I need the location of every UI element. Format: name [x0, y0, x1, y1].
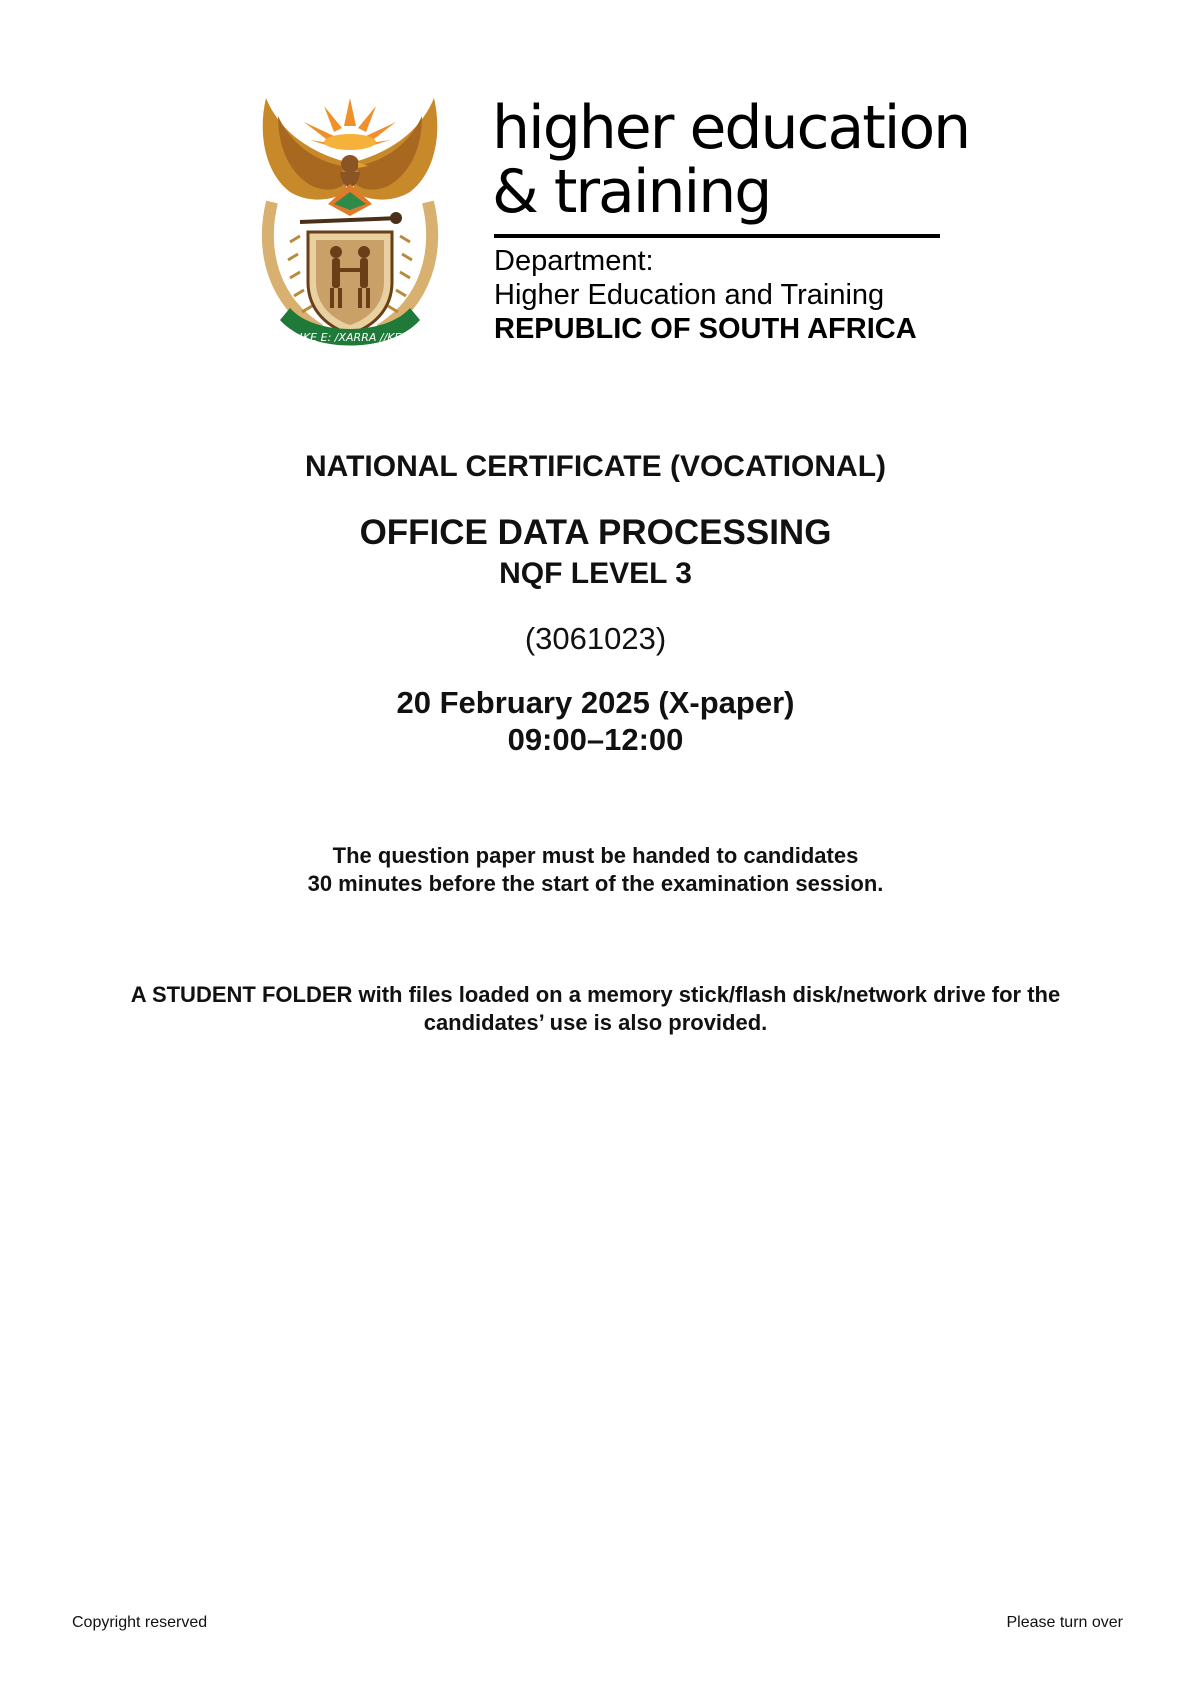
brand-title-line2: & training: [492, 157, 771, 227]
svg-text:!KE E: /XARRA //KE: !KE E: /XARRA //KE: [298, 331, 402, 344]
turn-over-notice: Please turn over: [1006, 1614, 1123, 1631]
country-name: REPUBLIC OF SOUTH AFRICA: [494, 313, 917, 345]
exam-time: 09:00–12:00: [507, 722, 684, 757]
certificate-title: NATIONAL CERTIFICATE (VOCATIONAL): [304, 450, 887, 483]
handing-instruction-line1: The question paper must be handed to candidates: [332, 843, 859, 868]
department-block: [494, 244, 917, 346]
copyright-notice: Copyright reserved: [72, 1614, 208, 1631]
nqf-level: NQF LEVEL 3: [499, 557, 692, 590]
brand-divider: [494, 234, 940, 238]
brand-title-line1: higher education: [492, 93, 970, 163]
student-folder-line2: candidates’ use is also provided.: [423, 1010, 768, 1035]
department-name: Higher Education and Training: [494, 279, 885, 311]
handing-instruction: [0, 842, 1191, 898]
student-folder-line1: A STUDENT FOLDER with files loaded on a memory stick/flash disk/network drive for the: [130, 982, 1061, 1007]
paper-code: (3061023): [524, 621, 667, 656]
coat-of-arms-icon: [250, 92, 450, 360]
brand-title: [492, 93, 970, 227]
subject-title: OFFICE DATA PROCESSING: [359, 513, 832, 552]
department-label: Department:: [494, 245, 654, 277]
student-folder-note: [0, 981, 1191, 1037]
exam-date: 20 February 2025 (X-paper): [396, 685, 795, 720]
handing-instruction-line2: 30 minutes before the start of the examination session.: [307, 871, 884, 896]
